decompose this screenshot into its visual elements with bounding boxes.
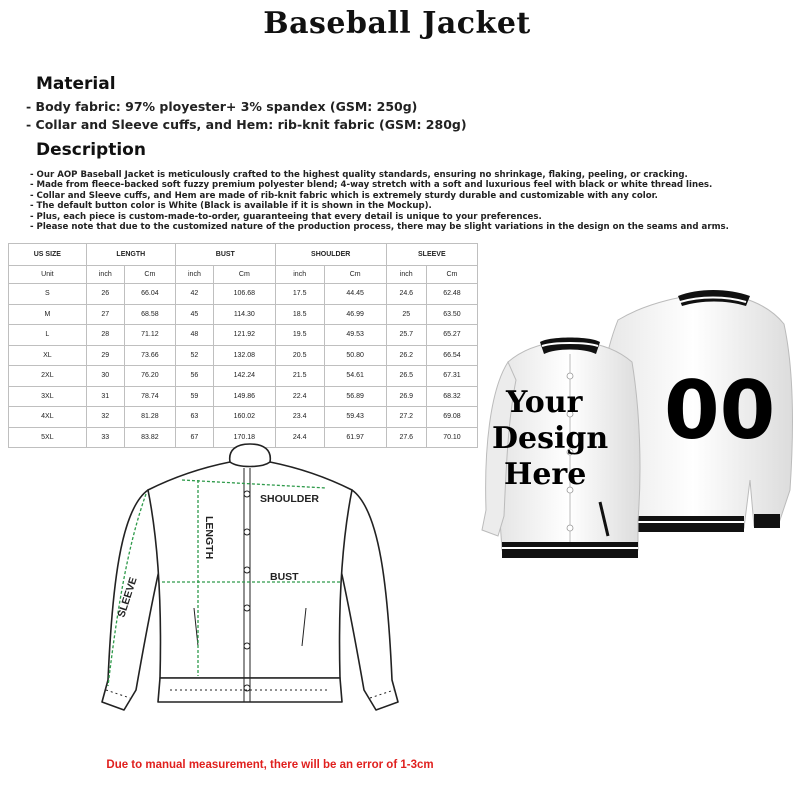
jacket-measurement-diagram [90,440,410,750]
measure-cell: 31 [86,386,124,407]
size-cell: 3XL [9,386,87,407]
size-cell: M [9,304,87,325]
size-cell: L [9,325,87,346]
header-shoulder: SHOULDER [275,244,386,266]
measure-cell: 50.80 [324,345,386,366]
measure-cell: 26.5 [386,366,426,387]
size-cell: XL [9,345,87,366]
measure-cell: 23.4 [275,407,324,428]
unit-cell: Cm [124,266,175,284]
measure-cell: 21.5 [275,366,324,387]
measure-cell: 59.43 [324,407,386,428]
measure-cell: 65.27 [426,325,477,346]
unit-cell: inch [175,266,213,284]
measure-cell: 29 [86,345,124,366]
unit-cell: inch [86,266,124,284]
table-row [9,304,478,325]
measure-cell: 54.61 [324,366,386,387]
measure-cell: 25 [386,304,426,325]
header-sleeve: SLEEVE [386,244,477,266]
measure-cell: 81.28 [124,407,175,428]
measure-cell: 73.66 [124,345,175,366]
size-cell: S [9,284,87,305]
measure-cell: 76.20 [124,366,175,387]
measure-cell: 142.24 [213,366,275,387]
length-label: LENGTH [203,516,215,560]
description-line: - Plus, each piece is custom-made-to-order, guaranteeing that every detail is unique to your preferences. [30,211,542,222]
description-line: - The default button color is White (Black is available if it is shown in the Mockup). [30,201,432,212]
measure-cell: 67.31 [426,366,477,387]
description-line: - Our AOP Baseball Jacket is meticulously crafted to the highest quality standards, ensuring no shrinkage, flaking, peeling, or cracking. [30,170,688,180]
size-chart-table [8,243,478,448]
page-title: Baseball Jacket [263,6,531,41]
measure-cell: 49.53 [324,325,386,346]
measure-cell: 27.6 [386,427,426,448]
measure-cell: 83.82 [124,427,175,448]
measure-cell: 48 [175,325,213,346]
back-number: 00 [664,364,776,457]
measure-cell: 26.9 [386,386,426,407]
front-text-line-1: Your [506,385,583,420]
measure-cell: 61.97 [324,427,386,448]
measure-cell: 68.58 [124,304,175,325]
jacket-mockup [478,280,794,580]
front-text-line-2: Design [492,421,609,456]
front-text-line-3: Here [504,457,587,492]
unit-cell: inch [275,266,324,284]
measure-cell: 170.18 [213,427,275,448]
table-row [9,386,478,407]
table-row [9,366,478,387]
measure-cell: 44.45 [324,284,386,305]
measure-cell: 56.89 [324,386,386,407]
measure-cell: 59 [175,386,213,407]
measure-cell: 78.74 [124,386,175,407]
measure-cell: 20.5 [275,345,324,366]
jacket-front-view [482,338,640,559]
measure-cell: 63.50 [426,304,477,325]
measure-cell: 19.5 [275,325,324,346]
measure-cell: 24.4 [275,427,324,448]
measure-cell: 149.86 [213,386,275,407]
measure-cell: 46.99 [324,304,386,325]
header-length: LENGTH [86,244,175,266]
sleeve-label: SLEEVE [115,575,140,619]
measure-cell: 71.12 [124,325,175,346]
description-line: - Made from fleece-backed soft fuzzy premium polyester blend; 4-way stretch with a soft and luxurious feel with black or white thread lines. [30,180,713,191]
measure-cell: 63 [175,407,213,428]
measure-cell: 121.92 [213,325,275,346]
size-cell: 2XL [9,366,87,387]
bust-label: BUST [270,571,299,583]
measure-cell: 67 [175,427,213,448]
measure-cell: 26 [86,284,124,305]
material-line-cuffs: - Collar and Sleeve cuffs, and Hem: rib-knit fabric (GSM: 280g) [26,117,467,132]
measure-cell: 22.4 [275,386,324,407]
measure-cell: 56 [175,366,213,387]
measure-cell: 27 [86,304,124,325]
measure-cell: 66.54 [426,345,477,366]
table-header-row [9,244,478,266]
description-line: - Please note that due to the customized nature of the production process, there may be slight variations in the design on the seams and arms. [30,222,729,233]
unit-cell: Cm [324,266,386,284]
measure-cell: 24.6 [386,284,426,305]
measure-cell: 33 [86,427,124,448]
size-cell: 4XL [9,407,87,428]
material-heading: Material [36,74,116,94]
measure-cell: 62.48 [426,284,477,305]
material-line-body: - Body fabric: 97% ployester+ 3% spandex (GSM: 250g) [26,99,418,114]
measure-cell: 28 [86,325,124,346]
description-line: - Collar and Sleeve cuffs, and Hem are made of rib-knit fabric which is extremely sturdy durable and customizable with any color. [30,190,658,201]
table-row [9,325,478,346]
header-us-size: US SIZE [9,244,87,266]
table-row [9,284,478,305]
measure-cell: 42 [175,284,213,305]
measure-cell: 45 [175,304,213,325]
unit-cell: inch [386,266,426,284]
table-row [9,407,478,428]
measure-cell: 106.68 [213,284,275,305]
measure-cell: 25.7 [386,325,426,346]
shoulder-label: SHOULDER [260,493,319,505]
unit-label: Unit [9,266,87,284]
size-cell: 5XL [9,427,87,448]
measure-cell: 52 [175,345,213,366]
measure-cell: 68.32 [426,386,477,407]
measurement-error-note: Due to manual measurement, there will be an error of 1-3cm [106,759,434,771]
table-unit-row [9,266,478,284]
measure-cell: 18.5 [275,304,324,325]
measure-cell: 32 [86,407,124,428]
measure-cell: 70.10 [426,427,477,448]
description-heading: Description [36,140,146,160]
measure-cell: 160.02 [213,407,275,428]
measure-cell: 26.2 [386,345,426,366]
table-row [9,345,478,366]
header-bust: BUST [175,244,275,266]
description-text [30,170,790,232]
measure-cell: 30 [86,366,124,387]
unit-cell: Cm [213,266,275,284]
unit-cell: Cm [426,266,477,284]
measure-cell: 132.08 [213,345,275,366]
measure-cell: 17.5 [275,284,324,305]
measure-cell: 69.08 [426,407,477,428]
measure-cell: 27.2 [386,407,426,428]
measure-cell: 114.30 [213,304,275,325]
measure-cell: 66.04 [124,284,175,305]
